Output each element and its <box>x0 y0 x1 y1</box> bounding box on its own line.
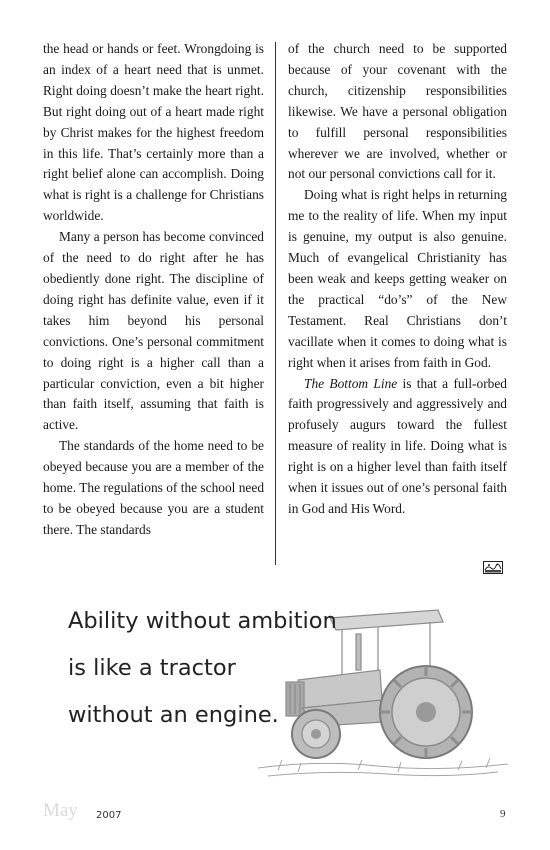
column-divider <box>275 42 276 565</box>
end-of-article-icon <box>483 561 503 574</box>
quote-line-2: is like a tractor <box>68 655 236 681</box>
footer-year: 2007 <box>96 810 122 821</box>
left-paragraph-1: the head or hands or feet. Wrongdoing is an index of a heart need that is unmet. Right doing doesn’t make the heart right. But right doing out of a heart made right by Christ makes for the highest freedom in this life. That’s certainly more than a right belief alone can accomplish. Doing what is right is a challenge for Christians worldwide. <box>43 41 264 224</box>
left-paragraph-3: The standards of the home need to be obeyed because you are a member of the home. The regulations of the school need to be obeyed because you are a student there. The standards <box>43 438 265 537</box>
footer-month: May <box>43 800 78 821</box>
right-paragraph-3 <box>288 374 507 520</box>
pull-quote <box>68 598 337 739</box>
left-column <box>43 39 264 541</box>
bottom-line-text: is that a full-orbed faith progressively and aggressively and profusely augurs toward the fullest measure of reality in life. Doing what is right is on a higher level than faith itself when it issues out of one’s personal faith in God and His Word. <box>288 375 507 516</box>
right-paragraph-2: Doing what is right helps in returning me to the reality of life. When my input is genuine, my output is also genuine. Much of evangelical Christianity has been weak and keeps getting weaker on the practical “do’s” of the New Testament. Real Christians don’t vacillate when it comes to doing what is right when it arises from faith in God. <box>288 187 507 370</box>
bottom-line-lead: The Bottom Line <box>304 375 398 391</box>
quote-line-3: without an engine. <box>68 702 279 728</box>
right-column <box>288 39 507 520</box>
quote-line-1: Ability without ambition <box>68 608 337 634</box>
page-number: 9 <box>500 808 506 820</box>
left-paragraph-2: Many a person has become convinced of the need to do right after he has obediently done right. The discipline of doing right has definite value, even if it takes him beyond his personal convictions. One’s personal commitment to doing right is a higher call than a particular conviction, even a bit higher than faith itself, assuming that faith is active. <box>43 229 264 433</box>
right-paragraph-1: of the church need to be supported because of your covenant with the church, citizenship responsibilities likewise. We have a personal obligation to fulfill personal responsibilities wherever we are involved, whether or not our personal convictions call for it. <box>288 41 507 182</box>
